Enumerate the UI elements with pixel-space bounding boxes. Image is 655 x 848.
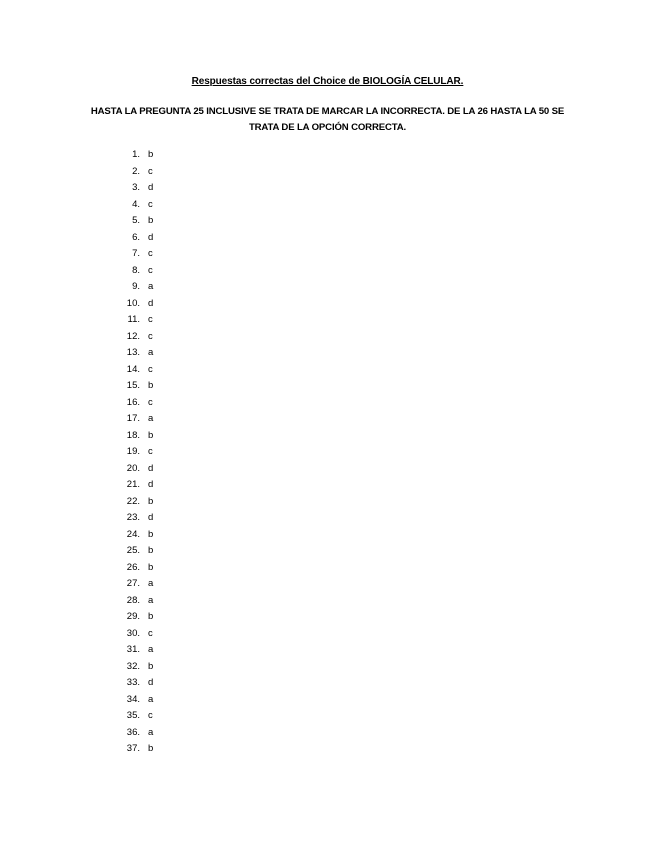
answer-letter: a [148,594,154,606]
answer-number: 24. [126,528,140,540]
answer-letter: c [148,314,153,325]
answer-letter: d [148,182,154,193]
answer-number: 33. [126,677,140,688]
answer-number: 1. [132,149,140,160]
answer-letter: c [148,396,153,408]
document-title: Respuestas correctas del Choice de BIOLOGÍA CELULAR. [191,76,464,87]
instructions-text: HASTA LA PREGUNTA 25 INCLUSIVE SE TRATA DE MARCAR LA INCORRECTA. DE LA 26 HASTA LA 50 SE TRATA DE LA OPCIÓN CORRECTA. [90,106,565,133]
answer-number: 35. [126,710,140,721]
answer-number: 10. [126,297,140,309]
answer-letter: c [148,363,153,375]
answer-letter: d [148,297,154,309]
answer-number: 6. [132,231,140,243]
answer-letter: a [148,347,154,358]
answer-number: 19. [126,446,140,457]
answer-number: 25. [126,545,140,556]
answer-number: 5. [132,215,140,226]
answer-number: 37. [126,743,140,754]
answer-number: 29. [126,611,140,622]
answer-number: 34. [126,693,140,705]
answer-number: 23. [126,512,140,523]
answer-number: 3. [132,182,140,193]
answer-letter: c [148,248,153,259]
answer-number: 18. [126,429,140,441]
answer-number: 11. [127,314,140,325]
answer-letter: d [148,479,154,490]
answer-number: 15. [126,380,140,391]
answer-letter: b [148,429,154,441]
answer-number: 22. [126,495,140,507]
answer-letter: a [148,413,154,424]
answer-letter: c [148,710,153,721]
answer-letter: d [148,512,154,523]
answer-letter: c [148,264,153,276]
answer-letter: d [148,231,154,243]
answer-number: 20. [126,462,140,474]
answer-number: 8. [132,264,140,276]
answer-number: 31. [126,644,140,655]
answer-number: 21. [126,479,140,490]
answer-number: 32. [126,660,140,672]
answer-number: 17. [126,413,140,424]
answer-number: 36. [126,726,140,738]
answer-letter: a [148,578,154,589]
answer-number: 4. [132,198,140,210]
answer-letter: c [148,446,153,457]
answer-letter: d [148,462,154,474]
answer-letter: b [148,215,154,226]
answer-number: 12. [126,330,140,342]
answer-letter: c [148,198,153,210]
answer-letter: a [148,644,154,655]
answer-number: 30. [126,627,140,639]
answer-letter: d [148,677,154,688]
answer-number: 2. [132,165,140,177]
answer-number: 9. [132,281,140,292]
answer-letter: c [148,330,153,342]
answer-letter: b [148,545,154,556]
answer-number: 13. [126,347,140,358]
answer-letter: a [148,693,154,705]
answer-letter: b [148,611,154,622]
answer-number: 26. [126,561,140,573]
answer-number: 28. [126,594,140,606]
answer-number: 27. [126,578,140,589]
answer-number: 14. [126,363,140,375]
answer-number: 7. [132,248,140,259]
answer-letter: b [148,528,154,540]
answer-letter: b [148,561,154,573]
answer-number: 16. [126,396,140,408]
answer-letter: c [148,627,153,639]
answer-letter: a [148,726,154,738]
answer-letter: a [148,281,154,292]
answer-letter: b [148,660,154,672]
answer-letter: b [148,743,154,754]
answer-letter: b [148,380,154,391]
answer-letter: b [148,495,154,507]
answer-letter: c [148,165,153,177]
answer-letter: b [148,149,154,160]
